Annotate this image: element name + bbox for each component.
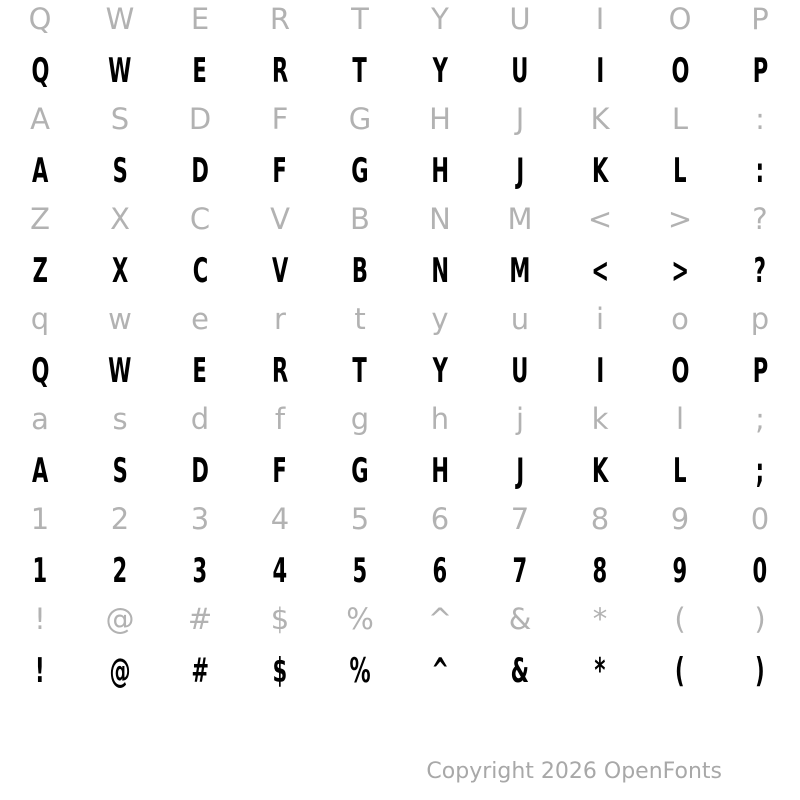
reference-char-text: * bbox=[592, 602, 608, 636]
reference-row-0 bbox=[0, 0, 800, 50]
specimen-glyph bbox=[160, 446, 240, 496]
specimen-glyph bbox=[0, 146, 80, 196]
reference-char bbox=[640, 0, 720, 44]
reference-char bbox=[560, 194, 640, 244]
reference-char bbox=[640, 594, 720, 644]
specimen-glyph-text: T bbox=[352, 351, 368, 391]
reference-char bbox=[720, 294, 800, 344]
reference-char-text: > bbox=[667, 202, 693, 236]
specimen-glyph-text: F bbox=[272, 151, 288, 191]
reference-char-text: K bbox=[590, 102, 610, 136]
specimen-glyph bbox=[720, 646, 800, 696]
specimen-glyph bbox=[240, 246, 320, 296]
specimen-glyph-text: I bbox=[596, 351, 604, 391]
specimen-glyph-text: K bbox=[591, 151, 609, 191]
reference-char bbox=[640, 494, 720, 544]
specimen-glyph bbox=[240, 546, 320, 596]
reference-char bbox=[80, 194, 160, 244]
reference-char-text: & bbox=[508, 602, 532, 636]
reference-char-text: d bbox=[190, 402, 210, 436]
reference-char bbox=[240, 294, 320, 344]
specimen-glyph bbox=[720, 346, 800, 396]
reference-row-5 bbox=[0, 500, 800, 550]
reference-char-text: D bbox=[188, 102, 212, 136]
specimen-glyph-text: 5 bbox=[352, 551, 368, 591]
reference-char-text: I bbox=[595, 2, 605, 36]
reference-char-text: ! bbox=[34, 602, 46, 636]
specimen-glyph bbox=[560, 46, 640, 96]
reference-char bbox=[720, 0, 800, 44]
reference-char-text: % bbox=[346, 602, 374, 636]
specimen-row-2 bbox=[0, 250, 800, 300]
specimen-glyph bbox=[640, 346, 720, 396]
specimen-glyph bbox=[0, 546, 80, 596]
reference-char bbox=[400, 494, 480, 544]
specimen-glyph-text: J bbox=[516, 451, 524, 491]
specimen-glyph-text: R bbox=[271, 351, 289, 391]
specimen-row-0 bbox=[0, 50, 800, 100]
specimen-glyph-text: 3 bbox=[192, 551, 208, 591]
reference-char bbox=[400, 0, 480, 44]
reference-char-text: q bbox=[30, 302, 50, 336]
specimen-glyph-text: S bbox=[112, 151, 128, 191]
reference-char bbox=[400, 194, 480, 244]
specimen-glyph bbox=[400, 246, 480, 296]
reference-char-text: N bbox=[429, 202, 451, 236]
specimen-glyph-text: P bbox=[752, 51, 768, 91]
reference-char-text: ^ bbox=[427, 602, 453, 636]
specimen-glyph bbox=[480, 646, 560, 696]
reference-char-text: y bbox=[431, 302, 449, 336]
reference-char bbox=[160, 0, 240, 44]
reference-char-text: S bbox=[110, 102, 130, 136]
reference-char bbox=[160, 594, 240, 644]
specimen-row-5 bbox=[0, 550, 800, 600]
reference-char bbox=[0, 94, 80, 144]
reference-char bbox=[320, 394, 400, 444]
reference-char-text: 3 bbox=[190, 502, 210, 536]
reference-char-text: 7 bbox=[510, 502, 530, 536]
reference-char-text: p bbox=[750, 302, 770, 336]
reference-char bbox=[640, 94, 720, 144]
specimen-glyph bbox=[80, 246, 160, 296]
reference-char bbox=[80, 494, 160, 544]
specimen-glyph-text: L bbox=[673, 151, 687, 191]
specimen-glyph bbox=[480, 246, 560, 296]
specimen-glyph-text: Z bbox=[32, 251, 48, 291]
specimen-glyph bbox=[0, 46, 80, 96]
specimen-glyph-text: : bbox=[755, 151, 765, 191]
reference-char-text: E bbox=[190, 2, 210, 36]
reference-row-1 bbox=[0, 100, 800, 150]
reference-char bbox=[80, 94, 160, 144]
specimen-glyph-text: < bbox=[591, 251, 609, 291]
specimen-glyph bbox=[160, 46, 240, 96]
specimen-glyph-text: Q bbox=[31, 51, 49, 91]
reference-char-text: ? bbox=[752, 202, 768, 236]
specimen-glyph-text: 9 bbox=[672, 551, 688, 591]
specimen-glyph-text: G bbox=[351, 451, 369, 491]
specimen-glyph-text: F bbox=[272, 451, 288, 491]
specimen-glyph bbox=[400, 546, 480, 596]
specimen-glyph bbox=[80, 646, 160, 696]
reference-char-text: H bbox=[429, 102, 451, 136]
specimen-glyph bbox=[240, 346, 320, 396]
specimen-glyph-text: V bbox=[271, 251, 289, 291]
specimen-glyph bbox=[480, 546, 560, 596]
reference-char-text: Y bbox=[431, 2, 449, 36]
reference-char bbox=[560, 494, 640, 544]
reference-char bbox=[240, 494, 320, 544]
reference-char-text: g bbox=[350, 402, 370, 436]
reference-char-text: W bbox=[105, 2, 135, 36]
specimen-glyph bbox=[640, 146, 720, 196]
reference-char-text: Z bbox=[30, 202, 50, 236]
specimen-glyph bbox=[80, 346, 160, 396]
reference-char bbox=[160, 194, 240, 244]
specimen-glyph-text: H bbox=[431, 451, 449, 491]
specimen-glyph bbox=[720, 246, 800, 296]
reference-char-text: 2 bbox=[110, 502, 130, 536]
reference-char bbox=[320, 294, 400, 344]
specimen-glyph bbox=[400, 346, 480, 396]
specimen-glyph-text: E bbox=[192, 351, 208, 391]
reference-char bbox=[480, 194, 560, 244]
specimen-glyph bbox=[320, 446, 400, 496]
reference-char bbox=[400, 94, 480, 144]
specimen-glyph-text: W bbox=[108, 351, 132, 391]
reference-char bbox=[400, 394, 480, 444]
specimen-glyph bbox=[400, 446, 480, 496]
specimen-glyph bbox=[480, 346, 560, 396]
specimen-glyph bbox=[160, 146, 240, 196]
specimen-glyph-text: E bbox=[192, 51, 208, 91]
reference-row-3 bbox=[0, 300, 800, 350]
specimen-glyph bbox=[80, 546, 160, 596]
reference-char bbox=[480, 394, 560, 444]
reference-char bbox=[320, 94, 400, 144]
specimen-glyph bbox=[240, 46, 320, 96]
reference-char bbox=[0, 194, 80, 244]
reference-char bbox=[80, 394, 160, 444]
reference-char bbox=[720, 494, 800, 544]
reference-char bbox=[240, 94, 320, 144]
specimen-glyph bbox=[640, 646, 720, 696]
reference-char bbox=[560, 594, 640, 644]
specimen-glyph bbox=[160, 646, 240, 696]
reference-char-text: L bbox=[671, 102, 689, 136]
specimen-glyph-text: O bbox=[671, 351, 689, 391]
reference-char-text: ; bbox=[755, 402, 765, 436]
specimen-glyph bbox=[400, 46, 480, 96]
specimen-glyph bbox=[640, 546, 720, 596]
specimen-glyph-text: M bbox=[509, 251, 531, 291]
specimen-glyph-text: N bbox=[431, 251, 449, 291]
specimen-glyph bbox=[640, 46, 720, 96]
reference-char-text: h bbox=[430, 402, 450, 436]
reference-char bbox=[80, 594, 160, 644]
specimen-glyph-text: 7 bbox=[512, 551, 528, 591]
specimen-glyph-text: U bbox=[511, 51, 529, 91]
reference-row-4 bbox=[0, 400, 800, 450]
specimen-glyph bbox=[80, 46, 160, 96]
specimen-row-4 bbox=[0, 450, 800, 500]
reference-char-text: 6 bbox=[430, 502, 450, 536]
specimen-glyph-text: B bbox=[351, 251, 369, 291]
reference-char-text: C bbox=[189, 202, 211, 236]
reference-char bbox=[640, 294, 720, 344]
specimen-glyph bbox=[240, 146, 320, 196]
specimen-glyph bbox=[320, 546, 400, 596]
specimen-glyph-text: J bbox=[516, 151, 524, 191]
specimen-glyph-text: C bbox=[192, 251, 208, 291]
reference-char bbox=[480, 594, 560, 644]
specimen-glyph bbox=[320, 646, 400, 696]
specimen-glyph bbox=[640, 246, 720, 296]
specimen-glyph bbox=[400, 646, 480, 696]
reference-char-text: e bbox=[191, 302, 209, 336]
reference-char-text: P bbox=[751, 2, 769, 36]
specimen-glyph-text: 8 bbox=[592, 551, 608, 591]
reference-char bbox=[80, 294, 160, 344]
reference-char bbox=[240, 394, 320, 444]
specimen-glyph-text: * bbox=[594, 651, 606, 691]
reference-char bbox=[400, 594, 480, 644]
specimen-glyph bbox=[640, 446, 720, 496]
specimen-glyph-text: D bbox=[191, 451, 209, 491]
specimen-glyph-text: X bbox=[111, 251, 129, 291]
reference-char bbox=[720, 94, 800, 144]
specimen-glyph-text: T bbox=[352, 51, 368, 91]
specimen-glyph bbox=[560, 546, 640, 596]
reference-char-text: k bbox=[591, 402, 609, 436]
specimen-glyph bbox=[720, 446, 800, 496]
specimen-glyph bbox=[560, 246, 640, 296]
reference-char-text: T bbox=[351, 2, 369, 36]
reference-char-text: M bbox=[507, 202, 533, 236]
reference-char-text: j bbox=[515, 402, 525, 436]
reference-char-text: u bbox=[510, 302, 530, 336]
specimen-glyph bbox=[480, 146, 560, 196]
specimen-glyph bbox=[160, 346, 240, 396]
specimen-glyph-text: # bbox=[191, 651, 209, 691]
specimen-glyph-text: 6 bbox=[432, 551, 448, 591]
reference-char bbox=[320, 594, 400, 644]
reference-char-text: $ bbox=[270, 602, 290, 636]
specimen-glyph-text: D bbox=[191, 151, 209, 191]
specimen-glyph-text: % bbox=[349, 651, 371, 691]
specimen-glyph bbox=[480, 46, 560, 96]
reference-char bbox=[560, 294, 640, 344]
reference-char bbox=[80, 0, 160, 44]
specimen-glyph-text: O bbox=[671, 51, 689, 91]
specimen-glyph-text: G bbox=[351, 151, 369, 191]
specimen-glyph bbox=[80, 146, 160, 196]
reference-char-text: < bbox=[587, 202, 613, 236]
reference-char-text: # bbox=[187, 602, 213, 636]
reference-char-text: ) bbox=[754, 602, 766, 636]
specimen-glyph-text: 1 bbox=[32, 551, 48, 591]
reference-char bbox=[0, 294, 80, 344]
specimen-glyph bbox=[720, 146, 800, 196]
specimen-glyph bbox=[400, 146, 480, 196]
specimen-glyph-text: I bbox=[596, 51, 604, 91]
specimen-glyph-text: Y bbox=[432, 351, 448, 391]
specimen-glyph-text: W bbox=[108, 51, 132, 91]
specimen-glyph bbox=[160, 546, 240, 596]
reference-char bbox=[560, 394, 640, 444]
reference-char-text: a bbox=[31, 402, 49, 436]
reference-char bbox=[640, 394, 720, 444]
specimen-glyph bbox=[0, 446, 80, 496]
reference-row-6 bbox=[0, 600, 800, 650]
specimen-glyph-text: 2 bbox=[112, 551, 128, 591]
reference-char bbox=[0, 0, 80, 44]
reference-char-text: 5 bbox=[350, 502, 370, 536]
specimen-glyph-text: R bbox=[271, 51, 289, 91]
reference-char bbox=[720, 594, 800, 644]
reference-char bbox=[480, 294, 560, 344]
reference-char bbox=[240, 194, 320, 244]
specimen-glyph-text: L bbox=[673, 451, 687, 491]
specimen-glyph-text: Y bbox=[432, 51, 448, 91]
reference-char bbox=[240, 594, 320, 644]
specimen-glyph-text: 0 bbox=[752, 551, 768, 591]
reference-char bbox=[720, 394, 800, 444]
reference-char-text: V bbox=[270, 202, 290, 236]
reference-char bbox=[240, 0, 320, 44]
reference-char-text: R bbox=[269, 2, 291, 36]
reference-char-text: A bbox=[30, 102, 50, 136]
specimen-glyph bbox=[320, 146, 400, 196]
specimen-glyph bbox=[80, 446, 160, 496]
reference-char-text: 1 bbox=[30, 502, 50, 536]
reference-char-text: w bbox=[108, 302, 132, 336]
reference-char-text: O bbox=[668, 2, 692, 36]
specimen-glyph bbox=[320, 246, 400, 296]
reference-char-text: B bbox=[350, 202, 370, 236]
reference-char bbox=[0, 594, 80, 644]
specimen-glyph bbox=[160, 246, 240, 296]
specimen-glyph-text: K bbox=[591, 451, 609, 491]
reference-char-text: X bbox=[110, 202, 130, 236]
specimen-glyph-text: P bbox=[752, 351, 768, 391]
reference-char-text: 8 bbox=[590, 502, 610, 536]
reference-char bbox=[0, 394, 80, 444]
specimen-row-6 bbox=[0, 650, 800, 700]
specimen-glyph-text: ( bbox=[675, 651, 685, 691]
reference-char-text: G bbox=[348, 102, 372, 136]
reference-char-text: @ bbox=[105, 602, 135, 636]
reference-char bbox=[0, 494, 80, 544]
specimen-glyph bbox=[560, 446, 640, 496]
reference-row-2 bbox=[0, 200, 800, 250]
reference-char bbox=[480, 494, 560, 544]
reference-char-text: 9 bbox=[670, 502, 690, 536]
specimen-glyph bbox=[240, 646, 320, 696]
reference-char bbox=[160, 294, 240, 344]
reference-char bbox=[160, 394, 240, 444]
reference-char bbox=[640, 194, 720, 244]
specimen-glyph-text: ^ bbox=[431, 651, 449, 691]
reference-char-text: 0 bbox=[750, 502, 770, 536]
reference-char-text: F bbox=[271, 102, 289, 136]
specimen-glyph bbox=[720, 46, 800, 96]
reference-char bbox=[560, 94, 640, 144]
reference-char bbox=[480, 94, 560, 144]
specimen-row-1 bbox=[0, 150, 800, 200]
specimen-glyph bbox=[560, 146, 640, 196]
reference-char bbox=[480, 0, 560, 44]
reference-char-text: i bbox=[595, 302, 605, 336]
reference-char bbox=[320, 494, 400, 544]
reference-char-text: s bbox=[112, 402, 128, 436]
reference-char bbox=[320, 194, 400, 244]
reference-char bbox=[400, 294, 480, 344]
specimen-glyph bbox=[0, 346, 80, 396]
reference-char-text: f bbox=[274, 402, 286, 436]
specimen-glyph-text: S bbox=[112, 451, 128, 491]
specimen-glyph bbox=[480, 446, 560, 496]
specimen-glyph bbox=[240, 446, 320, 496]
reference-char bbox=[720, 194, 800, 244]
specimen-glyph-text: & bbox=[510, 651, 530, 691]
specimen-row-3 bbox=[0, 350, 800, 400]
specimen-glyph-text: 4 bbox=[272, 551, 288, 591]
reference-char-text: 4 bbox=[270, 502, 290, 536]
reference-char-text: Q bbox=[28, 2, 52, 36]
copyright-notice: Copyright 2026 OpenFonts bbox=[426, 759, 722, 784]
reference-char-text: t bbox=[354, 302, 366, 336]
reference-char-text: r bbox=[274, 302, 286, 336]
specimen-glyph-text: U bbox=[511, 351, 529, 391]
reference-char-text: o bbox=[671, 302, 689, 336]
reference-char bbox=[320, 0, 400, 44]
reference-char-text: ( bbox=[674, 602, 686, 636]
specimen-glyph-text: ) bbox=[755, 651, 765, 691]
specimen-glyph-text: ? bbox=[753, 251, 767, 291]
specimen-glyph bbox=[0, 246, 80, 296]
reference-char-text: l bbox=[675, 402, 685, 436]
specimen-glyph-text: > bbox=[671, 251, 689, 291]
specimen-glyph-text: $ bbox=[272, 651, 288, 691]
specimen-glyph-text: ; bbox=[755, 451, 765, 491]
specimen-glyph-text: ! bbox=[35, 651, 45, 691]
specimen-glyph bbox=[720, 546, 800, 596]
specimen-glyph bbox=[320, 346, 400, 396]
specimen-glyph bbox=[560, 646, 640, 696]
reference-char-text: U bbox=[509, 2, 531, 36]
specimen-glyph bbox=[320, 46, 400, 96]
specimen-glyph-text: H bbox=[431, 151, 449, 191]
specimen-glyph-text: A bbox=[31, 451, 49, 491]
specimen-glyph-text: Q bbox=[31, 351, 49, 391]
reference-char-text: J bbox=[515, 102, 525, 136]
reference-char-text: : bbox=[755, 102, 765, 136]
specimen-glyph bbox=[0, 646, 80, 696]
reference-char bbox=[160, 494, 240, 544]
reference-char bbox=[560, 0, 640, 44]
specimen-glyph bbox=[560, 346, 640, 396]
reference-char bbox=[160, 94, 240, 144]
specimen-glyph-text: A bbox=[31, 151, 49, 191]
specimen-glyph-text: @ bbox=[109, 651, 131, 691]
